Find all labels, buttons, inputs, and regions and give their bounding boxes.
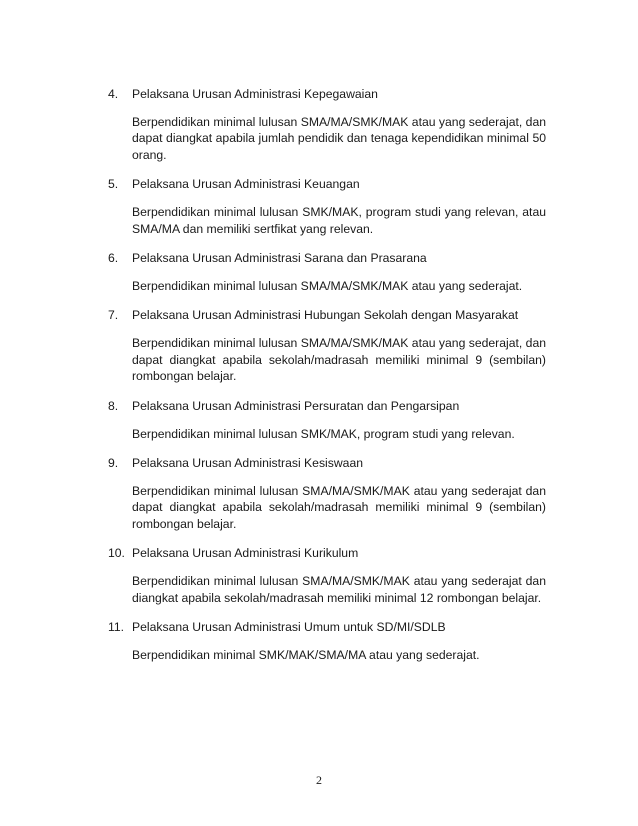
item-description: Berpendidikan minimal lulusan SMA/MA/SMK/MAK atau yang sederajat dan dapat diangkat apabila sekolah/madrasah memiliki minimal 9 (sembilan) rombongan belajar.: [132, 484, 546, 531]
list-item: [108, 619, 546, 663]
list-item: [108, 86, 546, 163]
item-title: Pelaksana Urusan Administrasi Kesiswaan: [132, 456, 363, 471]
item-number: 10.: [108, 546, 125, 561]
item-description: Berpendidikan minimal lulusan SMA/MA/SMK/MAK atau yang sederajat, dan dapat diangkat apabila jumlah pendidik dan tenaga kependidikan minimal 50 orang.: [132, 115, 546, 162]
list-item: [108, 307, 546, 384]
item-number: 11.: [108, 620, 125, 635]
list-item: [108, 398, 546, 442]
list-item: [108, 455, 546, 532]
item-title: Pelaksana Urusan Administrasi Hubungan Sekolah dengan Masyarakat: [132, 308, 519, 323]
item-number: 4.: [108, 87, 119, 101]
page-number: 2: [316, 773, 322, 787]
list-item: [108, 250, 546, 294]
requirements-list: [108, 86, 546, 677]
item-heading: [108, 86, 546, 102]
item-heading: [108, 250, 546, 266]
item-heading: [108, 545, 546, 561]
item-description: Berpendidikan minimal lulusan SMK/MAK, program studi yang relevan, atau SMA/MA dan memiliki sertfikat yang relevan.: [132, 205, 546, 236]
item-description: Berpendidikan minimal lulusan SMK/MAK, program studi yang relevan.: [132, 426, 515, 441]
item-description: Berpendidikan minimal lulusan SMA/MA/SMK/MAK atau yang sederajat, dan dapat diangkat apabila sekolah/madrasah memiliki minimal 9 (sembilan) rombongan belajar.: [132, 336, 546, 384]
list-item: [108, 176, 546, 237]
item-heading: [108, 307, 546, 323]
item-heading: [108, 398, 546, 414]
item-number: 5.: [108, 177, 119, 192]
item-description: Berpendidikan minimal lulusan SMA/MA/SMK/MAK atau yang sederajat.: [132, 279, 523, 294]
item-description: Berpendidikan minimal lulusan SMA/MA/SMK/MAK atau yang sederajat dan diangkat apabila sekolah/madrasah memiliki minimal 12 rombongan belajar.: [132, 574, 546, 605]
item-number: 8.: [108, 398, 119, 413]
item-description: Berpendidikan minimal SMK/MAK/SMA/MA atau yang sederajat.: [132, 648, 480, 663]
item-heading: [108, 176, 546, 192]
item-title: Pelaksana Urusan Administrasi Umum untuk SD/MI/SDLB: [132, 620, 446, 635]
item-heading: [108, 455, 546, 471]
item-heading: [108, 619, 546, 635]
item-number: 6.: [108, 251, 119, 266]
item-title: Pelaksana Urusan Administrasi Persuratan dan Pengarsipan: [132, 398, 460, 413]
item-number: 7.: [108, 308, 119, 323]
item-number: 9.: [108, 456, 119, 471]
item-title: Pelaksana Urusan Administrasi Sarana dan Prasarana: [132, 251, 427, 266]
item-title: Pelaksana Urusan Administrasi Kurikulum: [132, 546, 359, 561]
list-item: [108, 545, 546, 606]
item-title: Pelaksana Urusan Administrasi Keuangan: [132, 177, 360, 192]
item-title: Pelaksana Urusan Administrasi Kepegawaian: [132, 87, 378, 101]
